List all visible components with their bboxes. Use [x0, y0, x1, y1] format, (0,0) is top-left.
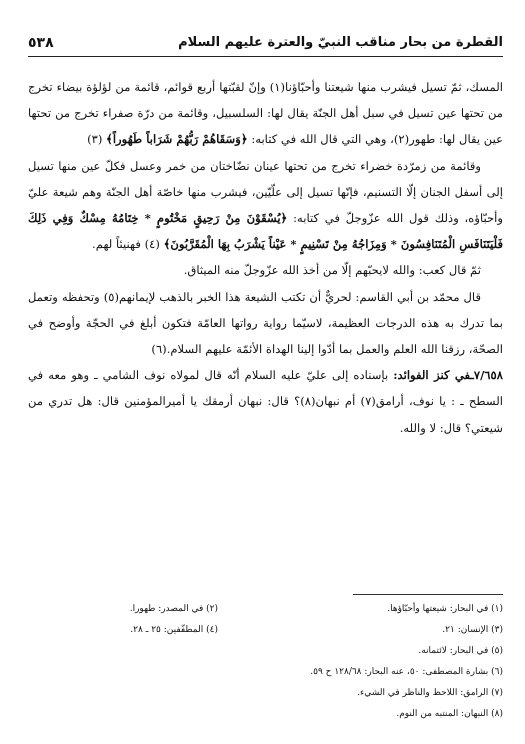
footnote: (٧) الرامق: اللاحظ والناظر في الشيء. — [357, 688, 503, 698]
footnote-row — [28, 599, 503, 620]
footnote: (٣) الإنسان: ٢١. — [442, 625, 503, 635]
footnote-row — [28, 620, 503, 641]
quran-quote: ﴿وَسَقَاهُمْ رَبُّهُمْ شَرَاباً طَهُوراً﴾ — [106, 132, 248, 147]
paragraph — [28, 74, 503, 153]
footnote: (٦) بشارة المصطفى: ٥٠، عنه البحار: ١٢٨/٦٨ ح ٥٩. — [310, 667, 503, 677]
paragraph-text: (٤) فهنيئاً لهم. — [92, 237, 160, 252]
page-number: ٥٣٨ — [28, 35, 54, 51]
footnote: (٨) النبهان: المنتبه من النوم. — [396, 709, 503, 719]
footnote: (١) في البحار: شيعتها وأحبّاؤها. — [387, 604, 503, 614]
footnote-row — [28, 662, 503, 683]
hadith-number: ٧/٦٥٨ـ — [470, 368, 503, 383]
quran-quote: ﴿يُسْقَوْنَ مِنْ رَحِيقٍ مَخْتُومٍ * خِتَامُهُ مِسْكٌ وَفِي ذَلِكَ فَلْيَتَنَافَسِ الْمُتَنَافِسُونَ * وَمِزَاجُهُ مِنْ تَسْنِيمٍ * عَيْناً يَشْرَبُ بِهَا الْمُقَرَّبُونَ﴾ — [28, 211, 503, 252]
header-title: القطرة من بحار مناقب النبيّ والعترة عليهم السلام — [178, 35, 503, 50]
paragraph-text: بإسناده إلى عليّ عليه السلام أنّه قال لمولاه نوف الشامي ـ وهو معه في السطح ـ : يا نوف، أرامق(٧) أم نبهان(٨)؟ قال: نبهان أرمقك يا أميرالمؤمنين قال: هل تدري من شيعتي؟ قال: لا والله. — [28, 368, 504, 435]
footnote-row — [28, 704, 503, 725]
footnote: (٢) في المصدر: طهورا. — [129, 604, 218, 614]
paragraph: قال محمّد بن أبي القاسم: لحريٌّ أن تكتب الشيعة هذا الخبر بالذهب لإيمانهم(٥) وتحفظه وتعمل بما تدرك به هذه الدرجات العظيمة، لاسيّما رواية رواتها العامّة فتكون أبلغ في الحجّة وأوضح في الصحّة، رزقنا الله العلم والعمل بما أدّوا إلينا الهداة الأئمّة عليهم السلام.(٦) — [28, 289, 503, 357]
footnote-separator — [353, 594, 503, 595]
footnote-row — [28, 641, 503, 662]
hadith-paragraph — [28, 362, 503, 441]
page — [28, 34, 503, 724]
hadith-source: في كنز الفوائد: — [393, 368, 471, 383]
paragraph-text: المسك، ثمّ تسيل فيشرب منها شيعتنا وأحبّاؤنا(١) وإنّ لقبّتها أربع قوائم، قائمة من لؤلؤة بيضاء تخرج من تحتها عين تسيل في سبل أهل الجنّة يقال لها: السلسبيل، وقائمة من درّة صفراء تخرج من تحتها عين يقال لها: طهور(٢)، وهي التي قال الله في كتابه: — [28, 80, 503, 147]
main-text — [28, 74, 503, 441]
footnotes — [28, 599, 503, 725]
footnote: (٥) في البحار: لائتمانه. — [418, 646, 503, 656]
paragraph — [28, 153, 503, 258]
footnote-ref: (٣) — [87, 132, 103, 147]
running-header — [28, 34, 503, 57]
paragraph: ثمّ قال كعب: والله لايحبّهم إلّا من أخذ الله عزّوجلّ منه الميثاق. — [183, 263, 481, 278]
footnote-row — [28, 683, 503, 704]
footnote: (٤) المطفّفين: ٢٥ ـ ٢٨. — [130, 625, 218, 635]
paragraph-text: وقائمة من زمرّدة خضراء تخرج من تحتها عينان نضّاختان من خمر وعسل فكلّ عين منها تسيل إلى أسفل الجنان إلّا التسنيم، فإنّها تسيل إلى علّيّين، فيشرب منها خاصّة أهل الجنّة وهم شيعة عليّ وأحبّاؤه، وذلك قول الله عزّوجلّ في كتابه: — [28, 158, 503, 226]
